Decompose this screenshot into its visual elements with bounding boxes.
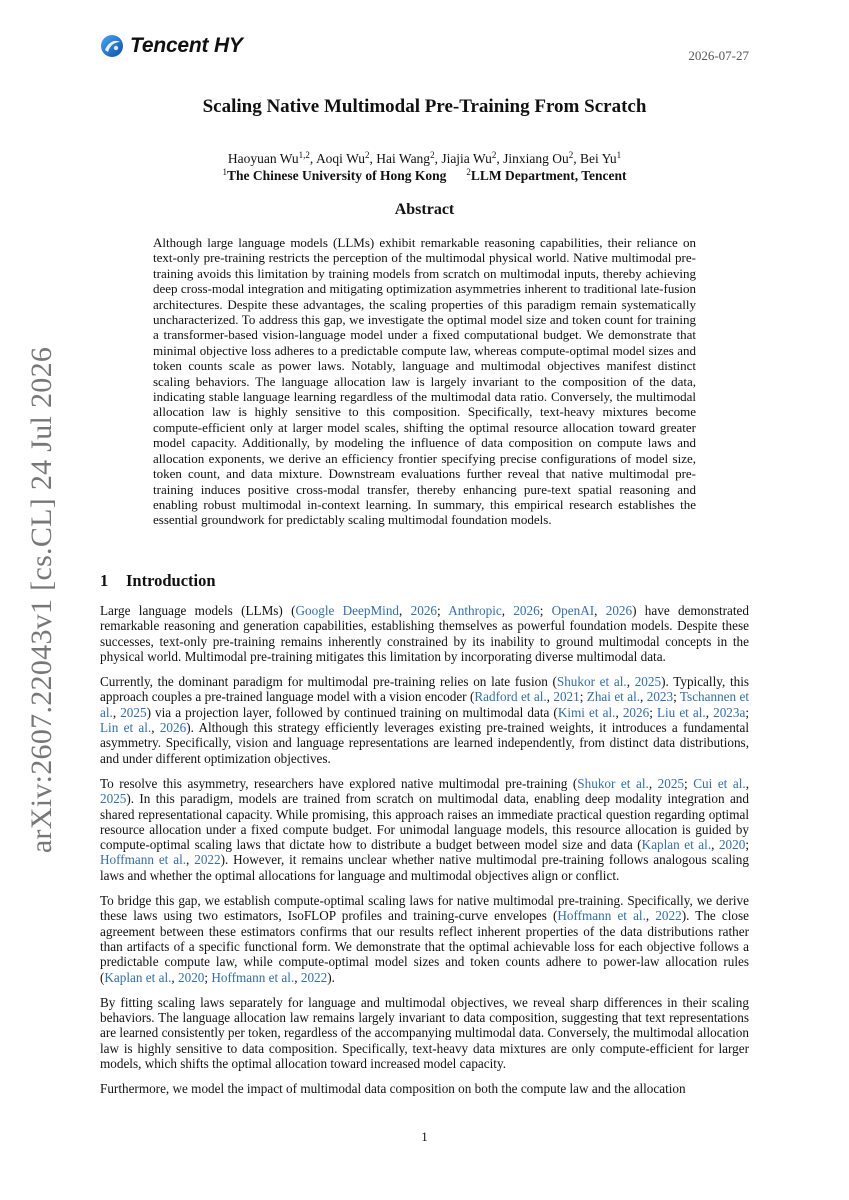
citation-link[interactable]: 2026 <box>622 704 650 720</box>
citation-link[interactable]: 2025 <box>634 674 662 690</box>
author-list: Haoyuan Wu$^{1,2}$, Aoqi Wu$^2$, Hai Wang$^2$, Jiajia Wu$^2$, Jinxiang Ou$^2$, Bei Yu$^1$ <box>227 150 622 166</box>
affiliations <box>100 168 749 184</box>
citation-link[interactable]: Kaplan et al. <box>104 969 172 985</box>
section-number: 1 <box>100 571 109 590</box>
paper-title: Scaling Native Multimodal Pre-Training From Scratch <box>202 96 647 117</box>
citation-link[interactable]: Kimi et al. <box>557 704 616 720</box>
author-name: Jiajia Wu <box>441 151 492 166</box>
affiliation-name: The Chinese University of Hong Kong <box>226 168 447 183</box>
body-paragraph: To resolve this asymmetry, researchers have explored native multimodal pre-training (Shukor et al., 2025; Cui et al., 2025). In this paradigm, models are trained from scratch on multimodal data, enabling deep modality integration and shared representational capacity. While promising, this approach raises an immediate practical question regarding optimal resource allocation under a fixed compute budget. For unimodal language models, this resource allocation is guided by compute-optimal scaling laws that dictate how to distribute a budget between model size and data (Kaplan et al., 2020; Hoffmann et al., 2022). However, it remains unclear whether native multimodal pre-training follows analogous scaling laws and whether the optimal allocations for language and multimodal objectives align or conflict. <box>100 775 749 883</box>
author-affiliation-mark: 1,2 <box>298 150 310 160</box>
citation-link[interactable]: Lin et al. <box>100 720 152 736</box>
citation-link[interactable]: Shukor et al. <box>577 775 649 791</box>
tencent-hy-logo <box>100 31 243 61</box>
citation-link[interactable]: 2025 <box>657 775 685 791</box>
citation-link[interactable]: Hoffmann et al. <box>557 908 646 924</box>
citation-link[interactable]: Radford et al. <box>474 689 547 705</box>
body-paragraph: Furthermore, we model the impact of multimodal data composition on both the compute law and the allocation <box>100 1081 686 1097</box>
author-name: Jinxiang Ou <box>503 151 569 166</box>
citation-link[interactable]: 2025 <box>120 704 147 720</box>
abstract-text: Although large language models (LLMs) exhibit remarkable reasoning capabilities, their reliance on text-only pre-training restricts the perception of the multimodal physical world. Native multimodal pre-training avoids this limitation by training models from scratch on multimodal inputs, thereby achieving deep cross-modal integration and mitigating optimization asymmetries inherent to traditional late-fusion architectures. Despite these advantages, the scaling properties of this paradigm remain systematically uncharacterized. To address this gap, we investigate the optimal model size and token count for training a transformer-based vision-language model under a fixed computational budget. We demonstrate that minimal objective loss adheres to a predictable compute law, whereas compute-optimal model sizes and token counts scale as power laws. Notably, language and multimodal objectives manifest distinct scaling behaviors. The language allocation law is largely invariant to the composition of the data, indicating stable language learning regardless of the multimodal data ratio. Conversely, the multimodal allocation law is highly sensitive to this composition. Specifically, text-heavy mixtures become compute-efficient only at larger model scales, shifting the optimal resource allocation toward greater model capacity. Additionally, by modeling the influence of data composition on compute laws and allocation exponents, we derive an efficiency frontier specifying precise configurations of model size, token count, and data mixture. Downstream evaluations further reveal that native multimodal pre-training induces positive cross-modal transfer, thereby enhancing pure-text spatial reasoning and enabling robust multimodal in-context learning. In summary, this empirical research establishes the essential groundwork for predictably scaling multimodal foundation models. <box>153 235 696 528</box>
citation-link[interactable]: Tschannen et al. <box>100 689 750 720</box>
section-heading <box>100 571 216 591</box>
body-paragraph: Large language models (LLMs) (Google DeepMind, 2026; Anthropic, 2026; OpenAI, 2026) have demonstrated remarkable reasoning and generation capabilities, establishing themselves as powerful foundation models. Despite these successes, text-only pre-training remains inherently constrained by its inability to ground multimodal concepts in the physical world. Multimodal pre-training mitigates this limitation by incorporating diverse multimodal data. <box>100 603 750 664</box>
abstract-heading: Abstract <box>394 201 455 218</box>
citation-link[interactable]: 2022 <box>194 852 221 868</box>
affiliation-mark: 1 <box>222 167 227 177</box>
citation-link[interactable]: 2023a <box>713 704 746 720</box>
author-name: Haoyuan Wu <box>227 151 299 166</box>
citation-link[interactable]: 2021 <box>553 689 580 705</box>
citation-link[interactable]: 2020 <box>178 969 205 985</box>
citation-link[interactable]: 2026 <box>605 603 633 618</box>
citation-link[interactable]: Anthropic <box>448 603 502 618</box>
author-name: Bei Yu <box>580 151 617 166</box>
body-paragraph: Currently, the dominant paradigm for multimodal pre-training relies on late fusion (Shukor et al., 2025). Typically, this approach couples a pre-trained language model with a vision encoder (Radford et al., 2021; Zhai et al., 2023; Tschannen et al., 2025) via a projection layer, followed by continued training on multimodal data (Kimi et al., 2026; Liu et al., 2023a; Lin et al., 2026). Although this strategy efficiently leverages existing pre-trained weights, it introduces a fundamental asymmetry. Specifically, vision and language representations are learned independently, from distinct data distributions, and under different optimization objectives. <box>100 674 750 766</box>
author-affiliation-mark: 2 <box>491 150 497 160</box>
citation-link[interactable]: 2020 <box>718 837 746 853</box>
affiliation-mark: 2 <box>466 167 471 177</box>
body-paragraph: To bridge this gap, we establish compute-optimal scaling laws for native multimodal pre-training. Specifically, we derive these laws using two estimators, IsoFLOP profiles and training-curve envelopes (Hoffmann et al., 2022). The close agreement between these estimators confirms that our results reflect inherent properties of the data distributions rather than artifacts of a specific functional form. We demonstrate that the optimal achievable loss for each objective follows a predictable compute law, while compute-optimal model sizes and token counts adhere to power-law allocation rules (Kaplan et al., 2020; Hoffmann et al., 2022). <box>100 893 749 985</box>
author-affiliation-mark: 1 <box>616 150 622 160</box>
logo-text: Tencent HY <box>130 34 243 57</box>
author-name: Hai Wang <box>376 151 431 166</box>
author-affiliation-mark: 2 <box>430 150 435 160</box>
author-affiliation-mark: 2 <box>568 150 574 160</box>
section-title: Introduction <box>126 571 216 590</box>
tencent-logo-icon <box>100 33 124 59</box>
citation-link[interactable]: 2026 <box>410 603 437 618</box>
citation-link[interactable]: Hoffmann et al. <box>100 852 187 868</box>
citation-link[interactable]: Kaplan et al. <box>641 837 712 853</box>
arxiv-identifier-stamp: arXiv:2607.22043v1 [cs.CL] 24 Jul 2026 <box>25 346 58 854</box>
citation-link[interactable]: 2026 <box>159 720 187 736</box>
citation-link[interactable]: 2022 <box>300 969 328 985</box>
citation-link[interactable]: Shukor et al. <box>556 674 627 690</box>
citation-link[interactable]: OpenAI <box>551 603 595 618</box>
citation-link[interactable]: 2026 <box>513 603 540 618</box>
citation-link[interactable]: Google DeepMind <box>295 603 400 618</box>
body-paragraph: By fitting scaling laws separately for language and multimodal objectives, we reveal sharp differences in their scaling behaviors. The language allocation law remains largely invariant to data composition, suggesting that text representations are learned consistently per token, regardless of the accompanying multimodal data. Conversely, the multimodal allocation law is highly sensitive to data composition. Specifically, text-heavy data mixtures are only compute-efficient for larger models, which shifts the optimal allocation toward increased model capacity. <box>100 994 749 1072</box>
body-text <box>100 603 749 1107</box>
page-number: 1 <box>421 1129 428 1144</box>
citation-link[interactable]: Liu et al. <box>656 704 706 720</box>
author-affiliation-mark: 2 <box>365 150 370 160</box>
affiliation-name: LLM Department, Tencent <box>470 168 627 183</box>
citation-link[interactable]: 2025 <box>100 791 127 807</box>
citation-link[interactable]: Cui et al. <box>693 775 746 791</box>
citation-link[interactable]: Hoffmann et al. <box>211 969 295 985</box>
citation-link[interactable]: 2022 <box>655 908 682 924</box>
citation-link[interactable]: Zhai et al. <box>586 689 641 705</box>
author-name: Aoqi Wu <box>315 151 366 166</box>
header-date: 2026-07-27 <box>688 48 749 63</box>
citation-link[interactable]: 2023 <box>646 689 674 705</box>
